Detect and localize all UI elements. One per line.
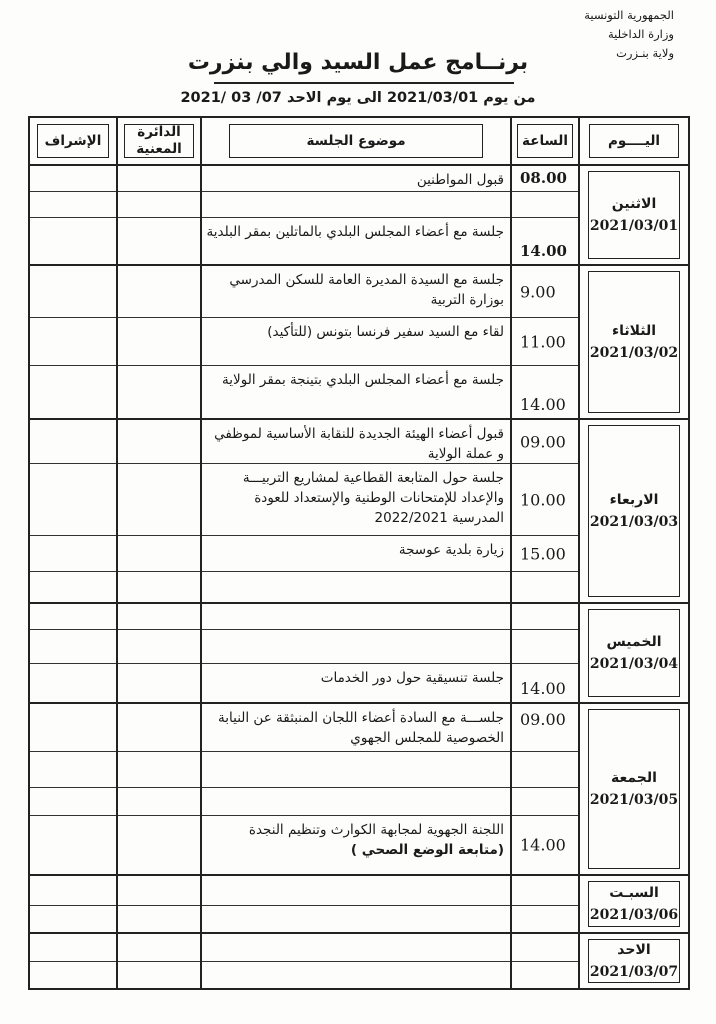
- table-cell: [512, 876, 578, 906]
- day-name: الاحد: [617, 942, 651, 958]
- header-day: اليــــوم: [578, 118, 688, 164]
- table-cell: [512, 816, 578, 874]
- table-cell: [30, 906, 116, 932]
- slot-stack: [118, 934, 200, 988]
- table-cell: [118, 664, 200, 702]
- table-cell: [512, 704, 578, 752]
- day-cell: [578, 266, 688, 418]
- day-date: 2021/03/01: [589, 218, 679, 234]
- table-header-row: [30, 118, 688, 166]
- table-cell: [30, 464, 116, 536]
- department-column: [116, 704, 200, 874]
- slot-stack: [118, 420, 200, 602]
- table-cell: [118, 816, 200, 874]
- time-column: [510, 934, 578, 988]
- letterhead-ministry: وزارة الداخلية: [607, 27, 674, 41]
- table-cell: [202, 366, 510, 418]
- supervision-column: [30, 704, 116, 874]
- session-topic: زيارة بلدية عوسجة: [398, 542, 504, 558]
- session-time: 08.00: [520, 169, 567, 187]
- session-topic: جلسة مع السيدة المديرة العامة للسكن المدرسي بوزارة التربية: [229, 272, 504, 308]
- table-cell: [202, 464, 510, 536]
- day-row: [30, 166, 688, 266]
- schedule-table: [28, 116, 690, 990]
- table-cell: [30, 604, 116, 630]
- table-cell: [118, 604, 200, 630]
- header-time: الساعة: [510, 118, 578, 164]
- table-cell: [30, 664, 116, 702]
- slot-stack: [202, 604, 510, 702]
- topic-column: [200, 266, 510, 418]
- slot-stack: [512, 166, 578, 264]
- table-cell: [512, 934, 578, 962]
- table-cell: [30, 536, 116, 572]
- topic-column: [200, 876, 510, 932]
- slot-stack: [512, 876, 578, 932]
- table-cell: [30, 934, 116, 962]
- department-column: [116, 166, 200, 264]
- slot-stack: [30, 420, 116, 602]
- table-cell: [202, 664, 510, 702]
- slot-stack: [512, 420, 578, 602]
- table-cell: [512, 604, 578, 630]
- day-name: الاثنين: [611, 196, 657, 212]
- time-column: [510, 266, 578, 418]
- table-cell: [202, 192, 510, 218]
- table-cell: [118, 630, 200, 664]
- table-cell: [118, 166, 200, 192]
- table-cell: [202, 788, 510, 816]
- day-cell: [578, 704, 688, 874]
- table-cell: [512, 192, 578, 218]
- slot-stack: [202, 266, 510, 418]
- table-cell: [118, 704, 200, 752]
- table-cell: [30, 788, 116, 816]
- table-cell: [30, 266, 116, 318]
- table-cell: [512, 536, 578, 572]
- table-cell: [30, 166, 116, 192]
- table-cell: [30, 366, 116, 418]
- slot-stack: [118, 876, 200, 932]
- day-row: [30, 934, 688, 988]
- day-label-box: [588, 171, 680, 259]
- table-cell: [512, 166, 578, 192]
- time-column: [510, 420, 578, 602]
- table-cell: [30, 962, 116, 988]
- day-cell: [578, 934, 688, 988]
- table-cell: [30, 318, 116, 366]
- header-supervision: الإشراف: [30, 118, 116, 164]
- topic-column: [200, 704, 510, 874]
- day-cell: [578, 876, 688, 932]
- table-cell: [512, 420, 578, 464]
- table-cell: [30, 420, 116, 464]
- table-cell: [118, 266, 200, 318]
- supervision-column: [30, 420, 116, 602]
- table-cell: [512, 752, 578, 788]
- table-cell: [512, 318, 578, 366]
- supervision-column: [30, 876, 116, 932]
- department-column: [116, 420, 200, 602]
- table-cell: [202, 604, 510, 630]
- session-topic: جلسة تنسيقية حول دور الخدمات: [320, 670, 504, 686]
- session-time: 9.00: [520, 282, 556, 301]
- table-cell: [512, 962, 578, 988]
- table-cell: [118, 876, 200, 906]
- slot-stack: [202, 934, 510, 988]
- time-column: [510, 876, 578, 932]
- table-cell: [202, 752, 510, 788]
- table-cell: [202, 630, 510, 664]
- day-date: 2021/03/07: [589, 964, 679, 980]
- day-row: [30, 266, 688, 420]
- time-column: [510, 704, 578, 874]
- table-cell: [30, 752, 116, 788]
- slot-stack: [30, 934, 116, 988]
- day-label-box: [588, 881, 680, 927]
- topic-column: [200, 166, 510, 264]
- slot-stack: [202, 166, 510, 264]
- table-cell: [512, 572, 578, 602]
- day-name: الاربعاء: [609, 492, 659, 508]
- session-time: 14.00: [520, 835, 566, 855]
- time-column: [510, 166, 578, 264]
- department-column: [116, 934, 200, 988]
- table-cell: [202, 816, 510, 874]
- day-row: [30, 876, 688, 934]
- table-cell: [118, 934, 200, 962]
- table-cell: [118, 192, 200, 218]
- supervision-column: [30, 934, 116, 988]
- session-topic: جلسة حول المتابعة القطاعية لمشاريع التربيـــة والإعداد للإمتحانات الوطنية والإستعداد للعودة المدرسية 2022/2021: [242, 470, 504, 526]
- table-cell: [118, 318, 200, 366]
- session-time: 14.00: [520, 242, 567, 260]
- table-cell: [512, 366, 578, 418]
- slot-stack: [30, 604, 116, 702]
- table-cell: [30, 192, 116, 218]
- table-cell: [118, 366, 200, 418]
- session-topic-note: (متابعة الوضع الصحي ): [350, 842, 504, 858]
- slot-stack: [512, 934, 578, 988]
- table-cell: [202, 876, 510, 906]
- table-cell: [118, 906, 200, 932]
- slot-stack: [512, 604, 578, 702]
- table-cell: [512, 664, 578, 702]
- session-topic: لقاء مع السيد سفير فرنسا بتونس (للتأكيد): [267, 324, 504, 340]
- table-cell: [202, 218, 510, 264]
- day-row: [30, 704, 688, 876]
- table-cell: [118, 218, 200, 264]
- day-name: الخميس: [606, 634, 662, 650]
- session-topic: جلسة مع أعضاء المجلس البلدي بالماتلين بمقر البلدية: [206, 224, 504, 240]
- day-label-box: [588, 271, 680, 413]
- table-cell: [118, 464, 200, 536]
- department-column: [116, 604, 200, 702]
- table-cell: [202, 420, 510, 464]
- session-topic: جلسة مع أعضاء المجلس البلدي بتينجة بمقر الولاية: [222, 372, 504, 388]
- session-time: 14.00: [520, 395, 566, 414]
- table-cell: [512, 266, 578, 318]
- table-cell: [30, 630, 116, 664]
- session-time: 10.00: [520, 490, 566, 509]
- table-cell: [202, 166, 510, 192]
- day-cell: [578, 166, 688, 264]
- day-label-box: [588, 709, 680, 869]
- day-cell: [578, 604, 688, 702]
- table-cell: [512, 630, 578, 664]
- day-date: 2021/03/04: [589, 656, 679, 672]
- session-time: 11.00: [520, 332, 566, 351]
- day-cell: [578, 420, 688, 602]
- slot-stack: [30, 166, 116, 264]
- table-cell: [512, 906, 578, 932]
- topic-column: [200, 420, 510, 602]
- session-topic: اللجنة الجهوية لمجابهة الكوارث وتنظيم النجدة: [248, 822, 504, 838]
- letterhead-republic: الجمهورية التونسية: [584, 8, 674, 22]
- table-cell: [118, 572, 200, 602]
- slot-stack: [202, 704, 510, 874]
- department-column: [116, 266, 200, 418]
- header-department: الدائرة المعنية: [116, 118, 200, 164]
- table-cell: [118, 536, 200, 572]
- day-date: 2021/03/02: [589, 345, 679, 361]
- slot-stack: [118, 604, 200, 702]
- supervision-column: [30, 166, 116, 264]
- supervision-column: [30, 266, 116, 418]
- session-time: 09.00: [520, 432, 566, 451]
- table-cell: [30, 218, 116, 264]
- day-date: 2021/03/05: [589, 792, 679, 808]
- slot-stack: [30, 266, 116, 418]
- table-cell: [202, 266, 510, 318]
- day-name: الثلاثاء: [611, 323, 657, 339]
- day-date: 2021/03/06: [589, 907, 679, 923]
- session-time: 09.00: [520, 710, 566, 729]
- table-cell: [512, 788, 578, 816]
- slot-stack: [118, 704, 200, 874]
- slot-stack: [118, 266, 200, 418]
- day-name: الجمعة: [611, 770, 657, 786]
- session-topic: جلســـة مع السادة أعضاء اللجان المنبثقة عن النيابة الخصوصية للمجلس الجهوي: [218, 710, 504, 746]
- table-cell: [30, 704, 116, 752]
- slot-stack: [202, 420, 510, 602]
- slot-stack: [30, 704, 116, 874]
- day-row: [30, 604, 688, 704]
- day-label-box: [588, 609, 680, 697]
- table-cell: [202, 704, 510, 752]
- topic-column: [200, 934, 510, 988]
- document-title: برنــامج عمل السيد والي بنزرت: [187, 50, 529, 75]
- session-topic: قبول أعضاء الهيئة الجديدة للنقابة الأساسية لموظفي و عملة الولاية: [214, 426, 504, 462]
- slot-stack: [118, 166, 200, 264]
- table-cell: [30, 816, 116, 874]
- topic-column: [200, 604, 510, 702]
- table-cell: [512, 218, 578, 264]
- table-body: [30, 166, 688, 988]
- header-topic: موضوع الجلسة: [200, 118, 510, 164]
- day-name: السبـت: [609, 885, 659, 901]
- day-label-box: [588, 939, 680, 983]
- table-cell: [202, 934, 510, 962]
- table-cell: [202, 906, 510, 932]
- document-subtitle: من يوم 2021/03/01 الى يوم الاحد 07/ 03 /2021: [180, 90, 536, 106]
- table-cell: [118, 962, 200, 988]
- day-date: 2021/03/03: [589, 514, 679, 530]
- table-cell: [118, 752, 200, 788]
- day-label-box: [588, 425, 680, 597]
- letterhead-governorate: ولاية بنـزرت: [616, 46, 674, 60]
- session-time: 15.00: [520, 544, 566, 563]
- table-cell: [202, 962, 510, 988]
- table-cell: [30, 572, 116, 602]
- table-cell: [202, 572, 510, 602]
- table-cell: [30, 876, 116, 906]
- slot-stack: [202, 876, 510, 932]
- table-cell: [118, 788, 200, 816]
- table-cell: [512, 464, 578, 536]
- day-row: [30, 420, 688, 604]
- table-cell: [118, 420, 200, 464]
- slot-stack: [512, 266, 578, 418]
- slot-stack: [512, 704, 578, 874]
- department-column: [116, 876, 200, 932]
- slot-stack: [30, 876, 116, 932]
- time-column: [510, 604, 578, 702]
- title-underline: [214, 82, 514, 84]
- table-cell: [202, 536, 510, 572]
- supervision-column: [30, 604, 116, 702]
- session-topic: قبول المواطنين: [416, 172, 504, 188]
- session-time: 14.00: [520, 679, 566, 698]
- table-cell: [202, 318, 510, 366]
